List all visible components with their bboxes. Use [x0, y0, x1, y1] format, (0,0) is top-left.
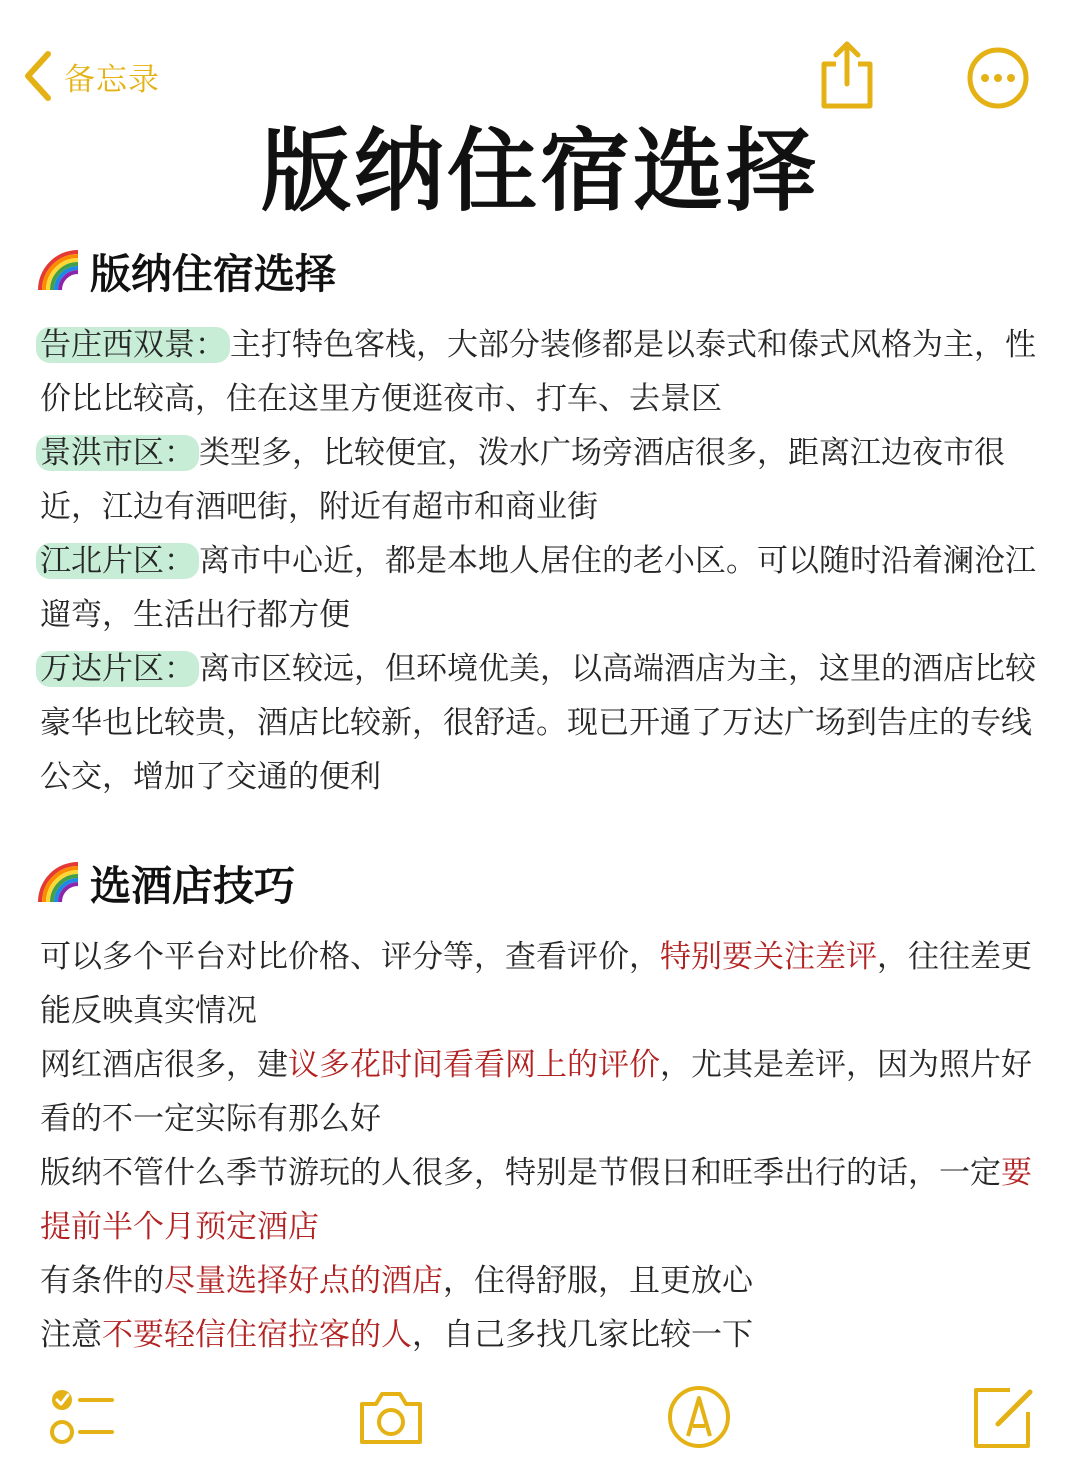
tip-emphasis: 议多花时间看看网上的评价: [288, 1047, 660, 1083]
tip-paragraph: [38, 1146, 1042, 1254]
note-body: [38, 238, 1042, 1362]
tip-text: 可以多个平台对比价格、评分等，查看评价，: [40, 939, 660, 975]
chevron-left-icon: [20, 48, 56, 104]
note-title: 版纳住宿选择: [261, 119, 819, 224]
markup-icon[interactable]: [664, 1382, 734, 1452]
tip-text: ，住得舒服，且更放心: [443, 1263, 753, 1299]
tip-emphasis: 要提前半个月预定酒店: [40, 1155, 1032, 1245]
tip-paragraph: [38, 930, 1042, 1038]
tip-text: 有条件的: [40, 1263, 164, 1299]
top-nav-bar: [0, 0, 1080, 120]
share-icon[interactable]: [816, 40, 878, 112]
area-tag: 万达片区：: [36, 651, 199, 687]
tip-emphasis: 特别要关注差评: [660, 939, 877, 975]
area-description: 离市区较远，但环境优美，以高端酒店为主，这里的酒店比较豪华也比较贵，酒店比较新，很舒适。现已开通了万达广场到告庄的专线公交，增加了交通的便利: [40, 651, 1036, 795]
more-icon[interactable]: [966, 46, 1030, 110]
section-heading-text: 选酒店技巧: [90, 861, 295, 910]
rainbow-icon: [38, 860, 82, 904]
tip-text: ，自己多找几家比较一下: [412, 1317, 753, 1353]
area-paragraph: [38, 642, 1042, 804]
area-tag: 告庄西双景：: [36, 327, 230, 363]
tip-text: 注意: [40, 1317, 102, 1353]
area-description: 离市中心近，都是本地人居住的老小区。可以随时沿着澜沧江遛弯，生活出行都方便: [40, 543, 1036, 633]
area-description: 主打特色客栈，大部分装修都是以泰式和傣式风格为主，性价比比较高，住在这里方便逛夜市、打车、去景区: [40, 327, 1036, 417]
section-heading-text: 版纳住宿选择: [90, 249, 336, 298]
back-button[interactable]: [20, 46, 160, 106]
tip-paragraph: [38, 1308, 1042, 1362]
area-description: 类型多，比较便宜，泼水广场旁酒店很多，距离江边夜市很近，江边有酒吧街，附近有超市和商业街: [40, 435, 1005, 525]
bottom-toolbar: [0, 1370, 1080, 1466]
area-paragraph: [38, 318, 1042, 426]
tip-emphasis: 尽量选择好点的酒店: [164, 1263, 443, 1299]
tip-text: 网红酒店很多，建: [40, 1047, 288, 1083]
tip-paragraph: [38, 1038, 1042, 1146]
back-label: 备忘录: [64, 61, 160, 98]
area-tag: 江北片区：: [36, 543, 199, 579]
area-paragraph: [38, 534, 1042, 642]
tip-emphasis: 不要轻信住宿拉客的人: [102, 1317, 412, 1353]
compose-icon[interactable]: [970, 1382, 1040, 1452]
area-paragraph: [38, 426, 1042, 534]
camera-icon[interactable]: [356, 1382, 426, 1452]
section-heading-accommodation: [38, 238, 1042, 302]
tip-text: 版纳不管什么季节游玩的人很多，特别是节假日和旺季出行的话，一定: [40, 1155, 1001, 1191]
area-tag: 景洪市区：: [36, 435, 199, 471]
tip-text: ，往往差更能反映真实情况: [40, 939, 1032, 1029]
tip-paragraph: [38, 1254, 1042, 1308]
section-heading-tips: [38, 850, 1042, 914]
rainbow-icon: [38, 248, 82, 292]
tip-text: ，尤其是差评，因为照片好看的不一定实际有那么好: [40, 1047, 1032, 1137]
checklist-icon[interactable]: [46, 1382, 116, 1452]
